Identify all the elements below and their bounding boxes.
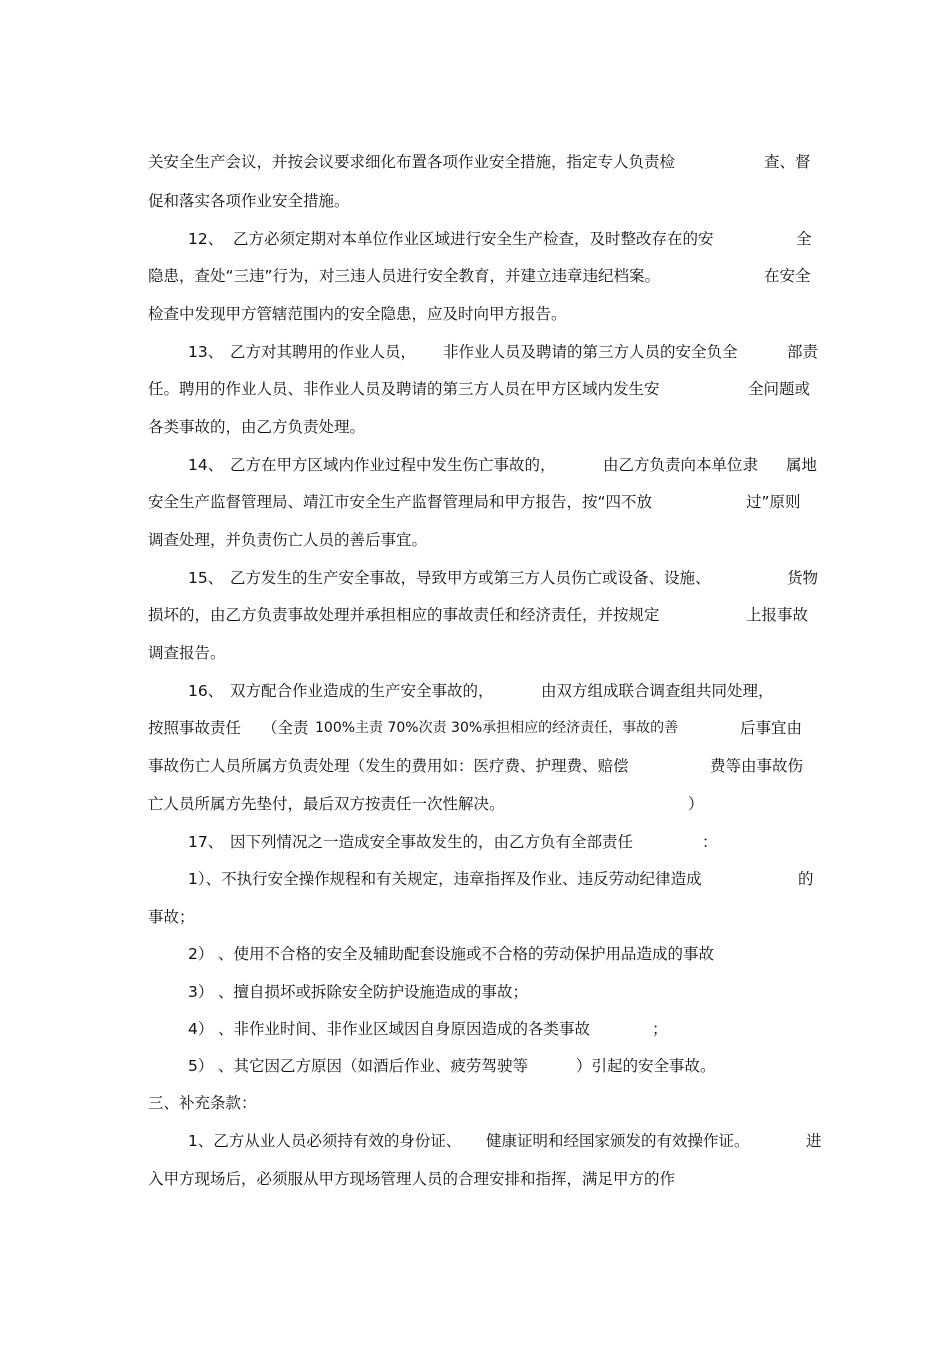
text-segment: 乙方在甲方区域内作业过程中发生伤亡事故的，: [230, 456, 556, 474]
text-segment: 双方配合作业造成的生产安全事故的，: [230, 682, 494, 700]
text-line: [0, 715, 950, 741]
text-segment: 1、乙方从业人员必须持有效的身份证、: [188, 1132, 462, 1150]
text-segment: 100%主责 70%次责 30%承担相应的经济责任，事故的善: [315, 720, 679, 736]
text-line: [0, 414, 950, 440]
list-number: 2）: [188, 945, 214, 963]
text-segment: 事故伤亡人员所属方负责处理（发生的费用如：医疗费、护理费、赔偿: [148, 757, 629, 775]
list-item: [0, 941, 950, 967]
text-segment: 各类事故的，由乙方负责处理。: [148, 418, 366, 436]
text-segment: 三、补充条款：: [148, 1094, 257, 1112]
text-segment: ；: [652, 1020, 668, 1038]
paragraph-17-line: [0, 829, 950, 855]
text-segment: 安全生产监督管理局、靖江市安全生产监督管理局和甲方报告，按“四不放: [148, 493, 653, 511]
text-segment: 全问题或: [748, 380, 811, 398]
text-segment: 、擅自损坏或拆除安全防护设施造成的事故；: [218, 983, 529, 1001]
text-segment: （全责: [262, 719, 309, 737]
list-item: [0, 866, 950, 892]
paragraph-15-line: [0, 565, 950, 591]
text-segment: 上报事故: [746, 606, 809, 624]
text-segment: 货物: [787, 569, 819, 587]
text-segment: 、其它因乙方原因（如酒后作业、疲劳驾驶等: [218, 1057, 529, 1075]
text-segment: 在安全: [764, 267, 811, 285]
text-line: [0, 1166, 950, 1192]
paragraph-16-line: [0, 678, 950, 704]
text-segment: 损坏的，由乙方负责事故处理并承担相应的事故责任和经济责任，并按规定: [148, 606, 660, 624]
text-segment: 任。聘用的作业人员、非作业人员及聘请的第三方人员在甲方区域内发生安: [148, 380, 660, 398]
text-segment: 乙方对其聘用的作业人员，: [230, 343, 417, 361]
text-segment: 过”原则: [746, 493, 801, 511]
text-segment: 乙方发生的生产安全事故，导致甲方或第三方人员伤亡或设备、设施、: [230, 569, 711, 587]
list-number: 4）: [188, 1020, 214, 1038]
text-segment: 后事宜由: [740, 719, 803, 737]
text-line: [0, 149, 950, 175]
text-segment: 1）、不执行安全操作规程和有关规定，违章指挥及作业、违反劳动纪律造成: [188, 870, 702, 888]
text-line: [0, 753, 950, 779]
paragraph-13-line: [0, 339, 950, 365]
text-segment: 隐患，查处“三违”行为，对三违人员进行安全教育，并建立违章违纪档案。: [148, 267, 661, 285]
text-segment: 亡人员所属方先垫付，最后双方按责任一次性解决。: [148, 795, 505, 813]
list-number: 3）: [188, 983, 214, 1001]
text-segment: 、使用不合格的安全及辅助配套设施或不合格的劳动保护用品造成的事故: [218, 945, 715, 963]
text-segment: ）: [688, 795, 704, 813]
text-line: [0, 489, 950, 515]
clause-number: 14、: [188, 456, 224, 474]
clause-number: 15、: [188, 569, 224, 587]
text-segment: 由双方组成联合调查组共同处理，: [541, 682, 774, 700]
text-segment: 促和落实各项作业安全措施。: [148, 192, 350, 210]
text-line: [0, 1128, 950, 1154]
text-line: [0, 188, 950, 214]
paragraph-14-line: [0, 452, 950, 478]
text-segment: 检查中发现甲方管辖范围内的安全隐患，应及时向甲方报告。: [148, 305, 567, 323]
clause-number: 12、: [188, 230, 224, 248]
list-item: [0, 1016, 950, 1042]
text-line: [0, 602, 950, 628]
text-segment: 入甲方现场后，必须服从甲方现场管理人员的合理安排和指挥，满足甲方的作: [148, 1170, 676, 1188]
section-heading: [0, 1090, 950, 1116]
text-segment: 乙方必须定期对本单位作业区域进行安全生产检查，及时整改存在的安: [233, 230, 714, 248]
text-segment: 全: [796, 230, 812, 248]
text-segment: 健康证明和经国家颁发的有效操作证。: [486, 1132, 750, 1150]
list-number: 5）: [188, 1057, 214, 1075]
text-segment: 按照事故责任: [148, 719, 242, 737]
clause-number: 16、: [188, 682, 224, 700]
text-line: [0, 791, 950, 817]
text-line: [0, 263, 950, 289]
text-segment: 关安全生产会议，并按会议要求细化布置各项作业安全措施，指定专人负责检: [148, 153, 676, 171]
text-segment: 因下列情况之一造成安全事故发生的，由乙方负有全部责任: [230, 833, 634, 851]
list-item: [0, 1053, 950, 1079]
list-item: [0, 979, 950, 1005]
text-segment: 进: [806, 1132, 822, 1150]
text-segment: 由乙方负责向本单位隶: [603, 456, 759, 474]
text-line: [0, 527, 950, 553]
text-segment: 的: [798, 870, 814, 888]
clause-number: 17、: [188, 833, 224, 851]
text-segment: 部责: [787, 343, 819, 361]
text-segment: 费等由事故伤: [710, 757, 804, 775]
text-line: [0, 904, 950, 930]
text-line: [0, 301, 950, 327]
text-line: [0, 376, 950, 402]
text-segment: 属地: [786, 456, 818, 474]
text-segment: 、非作业时间、非作业区域因自身原因造成的各类事故: [218, 1020, 591, 1038]
paragraph-12-line: [0, 226, 950, 252]
text-segment: 查、督: [764, 153, 811, 171]
text-segment: 调查处理，并负责伤亡人员的善后事宜。: [148, 531, 428, 549]
clause-number: 13、: [188, 343, 224, 361]
text-segment: 事故；: [148, 908, 195, 926]
text-segment: 调查报告。: [148, 644, 226, 662]
text-segment: 非作业人员及聘请的第三方人员的安全负全: [443, 343, 738, 361]
text-segment: ：: [702, 833, 718, 851]
text-segment: ）引起的安全事故。: [576, 1057, 716, 1075]
text-line: [0, 640, 950, 666]
